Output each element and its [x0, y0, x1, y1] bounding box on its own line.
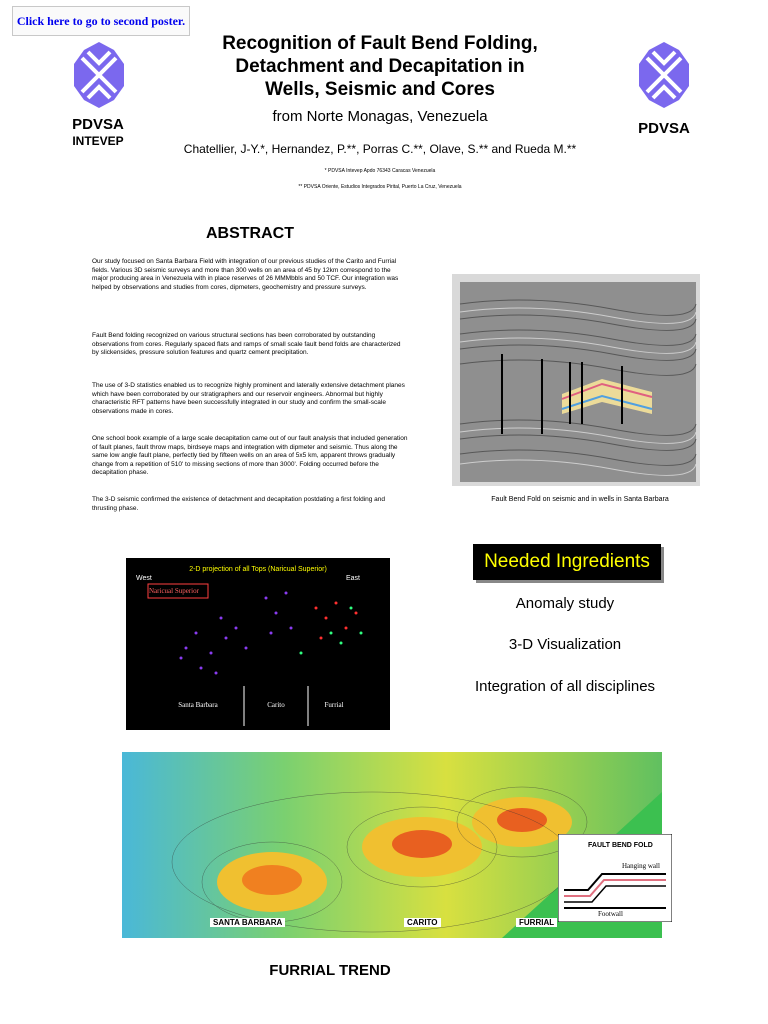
logo-left-line1: PDVSA	[72, 116, 124, 133]
seismic-caption: Fault Bend Fold on seismic and in wells in Santa Barbara	[491, 496, 669, 503]
title-line-1: Recognition of Fault Bend Folding,	[222, 33, 538, 54]
projection-title: 2-D projection of all Tops (Naricual Superior)	[189, 566, 327, 573]
abstract-paragraph-2: Fault Bend folding recognized on various structural sections has been corroborated by outstanding observations from cores. Regularly spaced flats and ramps of small scale fault bend folds are characterized by slickensides, pressure solution features and quartz cement precipitation.	[92, 332, 401, 356]
seismic-section-image	[452, 274, 700, 486]
pdvsa-logo-right	[633, 40, 695, 112]
affiliation-2: ** PDVSA Oriente, Estudios Integrados Pirital, Puerto La Cruz, Venezuela	[298, 184, 462, 190]
ingredient-item-1: Anomaly study	[515, 595, 615, 612]
inset-hanging-wall: Hanging wall	[622, 862, 660, 870]
logo-left-line2: INTEVEP	[72, 134, 124, 148]
map-label-santa-barbara: SANTA BARBARA	[210, 918, 285, 927]
projection-label-furrial: Furrial	[324, 701, 344, 709]
abstract-paragraph-5: The 3-D seismic confirmed the existence of detachment and decapitation postdating a first folding and thrusting phase.	[92, 496, 386, 512]
affiliation-1: * PDVSA Intevep Apdo 76343 Caracas Venezuela	[324, 168, 436, 174]
ingredient-item-2: 3-D Visualization	[508, 636, 622, 653]
poster-title	[180, 32, 580, 101]
projection-east: East	[346, 575, 361, 582]
ingredient-item-3: Integration of all disciplines	[474, 678, 656, 695]
projection-label-santa-barbara: Santa Barbara	[178, 701, 218, 709]
authors: Chatellier, J-Y.*, Hernandez, P.**, Porras C.**, Olave, S.** and Rueda M.**	[183, 142, 577, 156]
inset-footwall: Footwall	[598, 910, 623, 918]
projection-label-carito: Carito	[267, 701, 285, 709]
logo-right-line1: PDVSA	[638, 120, 690, 137]
pdvsa-logo-left	[68, 40, 130, 112]
needed-ingredients-heading: Needed Ingredients	[473, 544, 661, 580]
abstract-heading: ABSTRACT	[206, 225, 294, 242]
projection-west: West	[136, 575, 152, 582]
poster-subtitle: from Norte Monagas, Venezuela	[272, 108, 488, 125]
title-line-3: Wells, Seismic and Cores	[265, 79, 495, 100]
inset-title: FAULT BEND FOLD	[588, 842, 653, 849]
furrial-trend-caption: FURRIAL TREND	[269, 962, 391, 979]
map-label-furrial: FURRIAL	[516, 918, 557, 927]
second-poster-link[interactable]: Click here to go to second poster.	[12, 6, 190, 36]
abstract-paragraph-1: Our study focused on Santa Barbara Field with integration of our previous studies of the Carito and Furrial fields. Various 3D seismic surveys and more than 300 wells on an area of 45 by 12km correspond to the major producing area in Venezuela with in place reserves of 26 MMMbbls and 50 TCF. Our integration was helped by observations and studies from cores, dipmeters, geochemistry and pressure surveys.	[92, 258, 399, 291]
projection-box-label: Naricual Superior	[149, 587, 199, 595]
map-label-carito: CARITO	[404, 918, 441, 927]
abstract-paragraph-3: The use of 3-D statistics enabled us to recognize highly prominent and laterally extensive detachment planes which have been corroborated by our stratigraphers and our reservoir engineers. Abnormal but highly characteristic RFT patterns have been successfully integrated in our study and confirm the small-scale observations made in cores.	[92, 382, 405, 415]
abstract-paragraph-4: One school book example of a large scale decapitation came out of our fault analysis that included generation of fault planes, fault throw maps, birdseye maps and integration with dipmeter and seismic. Thus along the same low angle fault plane, perfectly tied by fifteen wells on an area of 5x5 km, apparent throws gradually change from a repetition of 510' to missing sections of more than 3000'. Folding occurred before the decapitation phase.	[92, 435, 408, 476]
title-line-2: Detachment and Decapitation in	[235, 56, 525, 77]
